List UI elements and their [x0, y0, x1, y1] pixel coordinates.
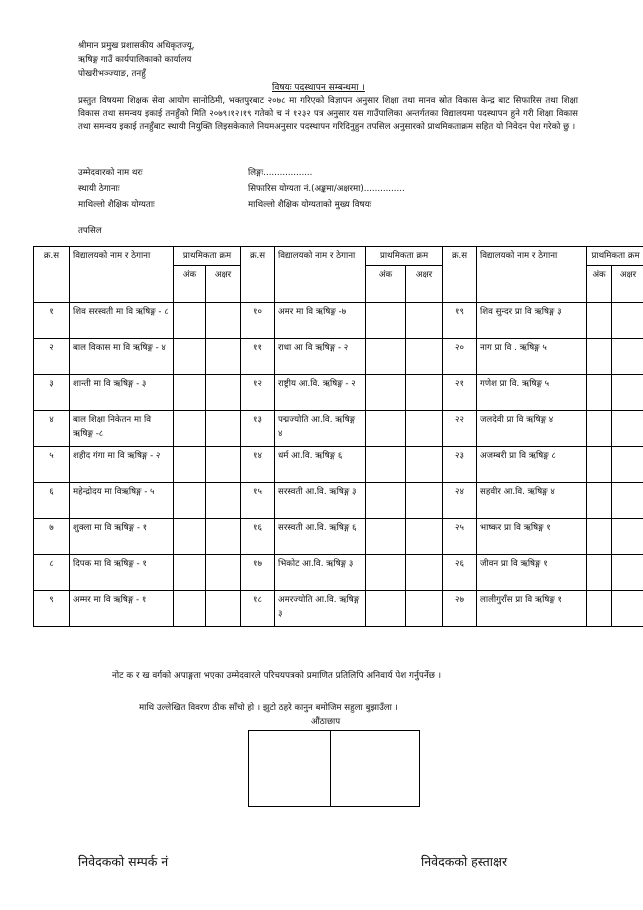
row-school-name: बाल विकास मा वि ऋषिङ्ग - ४ — [70, 339, 174, 375]
priority-word-cell[interactable] — [206, 375, 241, 411]
priority-word-cell[interactable] — [206, 411, 241, 447]
thumbprint-divider — [330, 730, 331, 807]
priority-number-cell[interactable] — [174, 303, 206, 339]
table-row — [34, 519, 643, 555]
tapsil-label: तपसिल — [78, 226, 102, 236]
priority-word-cell[interactable] — [206, 591, 241, 627]
recipient-office: ऋषिङ्ग गाउँ कार्यपालिकाको कार्यालय — [78, 55, 192, 65]
header-number-2: अंक — [366, 266, 406, 303]
priority-number-cell[interactable] — [587, 375, 612, 411]
priority-word-cell[interactable] — [406, 519, 443, 555]
priority-number-cell[interactable] — [174, 411, 206, 447]
row-serial-number: २० — [443, 339, 477, 375]
priority-word-cell[interactable] — [612, 411, 643, 447]
priority-number-cell[interactable] — [366, 339, 406, 375]
priority-word-cell[interactable] — [206, 519, 241, 555]
priority-number-cell[interactable] — [366, 375, 406, 411]
priority-number-cell[interactable] — [587, 411, 612, 447]
row-school-name: राष्ट्रीय आ.वि. ऋषिङ्ग - २ — [275, 375, 366, 411]
table-row — [34, 411, 643, 447]
row-school-name: शिव सरस्वती मा वि ऋषिङ्ग - ८ — [70, 303, 174, 339]
priority-word-cell[interactable] — [206, 303, 241, 339]
priority-number-cell[interactable] — [366, 447, 406, 483]
note-text: नोट क र ख वर्गको अपाङ्गता भएका उम्मेदवारले परिचयपत्रको प्रमाणित प्रतिलिपि अनिवार्य पेश गर्नुपर्नेछ । — [112, 671, 442, 681]
priority-number-cell[interactable] — [174, 339, 206, 375]
row-serial-number: ९ — [34, 591, 70, 627]
row-serial-number: ७ — [34, 519, 70, 555]
priority-number-cell[interactable] — [587, 303, 612, 339]
header-number-1: अंक — [174, 266, 206, 303]
recipient-title: श्रीमान प्रमुख प्रशासकीय अधिकृतज्यू, — [78, 41, 195, 51]
priority-word-cell[interactable] — [206, 555, 241, 591]
header-priority-3: प्राथमिकता क्रम — [587, 247, 643, 266]
priority-number-cell[interactable] — [366, 591, 406, 627]
priority-word-cell[interactable] — [406, 555, 443, 591]
row-serial-number: १९ — [443, 303, 477, 339]
priority-word-cell[interactable] — [612, 519, 643, 555]
thumbprint-box — [248, 730, 420, 807]
priority-word-cell[interactable] — [206, 483, 241, 519]
row-serial-number: १० — [241, 303, 275, 339]
row-school-name: बाल शिक्षा निकेतन मा वि ऋषिङ्ग -८ — [70, 411, 174, 447]
field-qualification-label: माथिल्लो शैक्षिक योग्यताः — [78, 200, 155, 210]
priority-number-cell[interactable] — [587, 591, 612, 627]
row-serial-number: ११ — [241, 339, 275, 375]
contact-number-label: निवेदकको सम्पर्क नं — [78, 854, 169, 869]
row-school-name: दिपक मा वि ऋषिङ्ग - १ — [70, 555, 174, 591]
header-sn-3: क्र.स — [443, 247, 477, 303]
priority-number-cell[interactable] — [174, 519, 206, 555]
row-school-name: गणेश प्रा वि. ऋषिङ्ग ५ — [477, 375, 587, 411]
header-sn-2: क्र.स — [241, 247, 275, 303]
row-serial-number: ८ — [34, 555, 70, 591]
header-priority-1: प्राथमिकता क्रम — [174, 247, 241, 266]
header-priority-2: प्राथमिकता क्रम — [366, 247, 443, 266]
thumbprint-label: औंठाछाप — [311, 717, 341, 727]
row-school-name: पद्मज्योति आ.वि. ऋषिङ्ग ४ — [275, 411, 366, 447]
priority-number-cell[interactable] — [174, 591, 206, 627]
declaration-text: माथि उल्लेखित विवरण ठीक साँचो हो । झुटो ठहरे कानुन बमोजिम सहुला बुझाउँला । — [139, 703, 398, 713]
row-serial-number: ४ — [34, 411, 70, 447]
priority-number-cell[interactable] — [174, 483, 206, 519]
body-paragraph: प्रस्तुत विषयमा शिक्षक सेवा आयोग सानोठिमी, भक्तपुरबाट २०७८ मा गरिएको विज्ञापन अनुसार शिक्षा तथा मानव स्रोत विकास केन्द्र बाट सिफारिस तथा शिक्षा विकास तथा समन्वय इकाई तनहुँको मिति २०७९।१२।१९ गतेको च नं १२३२ पत्र अनुसार यस गाउँपालिका अन्तर्गतका विद्यालयमा पदस्थापन हुने गरी शिक्षा विकास तथा समन्वय इकाई तनहुँबाट स्थायी नियुक्ति लिइसकेकाले नियमअनुसार पदस्थापन गरिदिनुहुन तपसिल अनुसारको प्राथमिकताक्रम सहित यो निवेदन पेश गरेको छु । — [78, 96, 578, 132]
priority-word-cell[interactable] — [406, 303, 443, 339]
field-name-label: उम्मेदवारको नाम थरः — [78, 168, 143, 178]
row-school-name: सरस्वती आ.वि. ऋषिङ्ग ६ — [275, 519, 366, 555]
row-school-name: राधा आ वि ऋषिङ्ग - २ — [275, 339, 366, 375]
priority-word-cell[interactable] — [612, 483, 643, 519]
signature-label: निवेदकको हस्ताक्षर — [421, 854, 508, 869]
subject-line: विषयः पदस्थापन सम्बन्धमा । — [272, 83, 365, 93]
table-row — [34, 303, 643, 339]
recipient-location: पोखरीभञ्ज्याङ, तनहुँ — [78, 69, 146, 79]
header-word-2: अक्षर — [406, 266, 443, 303]
row-school-name: अजम्बरी प्रा वि ऋषिङ्ग ८ — [477, 447, 587, 483]
row-serial-number: १२ — [241, 375, 275, 411]
row-serial-number: २२ — [443, 411, 477, 447]
header-school-2: विद्यालयको नाम र ठेगाना — [275, 247, 366, 303]
field-gender-label: लिङ्गः.................. — [248, 168, 313, 178]
priority-word-cell[interactable] — [406, 447, 443, 483]
row-school-name: लालीगुराँस प्रा वि ऋषिङ्ग १ — [477, 591, 587, 627]
priority-number-cell[interactable] — [587, 483, 612, 519]
header-word-3: अक्षर — [612, 266, 643, 303]
priority-number-cell[interactable] — [587, 555, 612, 591]
row-serial-number: २५ — [443, 519, 477, 555]
priority-number-cell[interactable] — [587, 339, 612, 375]
priority-number-cell[interactable] — [366, 483, 406, 519]
school-priority-table — [33, 246, 643, 627]
table-row — [34, 375, 643, 411]
row-school-name: नाग प्रा वि . ऋषिङ्ग ५ — [477, 339, 587, 375]
table-row — [34, 555, 643, 591]
row-serial-number: ५ — [34, 447, 70, 483]
priority-number-cell[interactable] — [366, 303, 406, 339]
priority-word-cell[interactable] — [406, 483, 443, 519]
priority-word-cell[interactable] — [612, 555, 643, 591]
table-row — [34, 483, 643, 519]
row-serial-number: १८ — [241, 591, 275, 627]
row-serial-number: ६ — [34, 483, 70, 519]
row-serial-number: १३ — [241, 411, 275, 447]
priority-word-cell[interactable] — [406, 591, 443, 627]
priority-number-cell[interactable] — [174, 555, 206, 591]
header-school-1: विद्यालयको नाम र ठेगाना — [70, 247, 174, 303]
priority-word-cell[interactable] — [406, 411, 443, 447]
table-row — [34, 339, 643, 375]
row-serial-number: २७ — [443, 591, 477, 627]
priority-word-cell[interactable] — [406, 339, 443, 375]
priority-word-cell[interactable] — [406, 375, 443, 411]
table-row — [34, 591, 643, 627]
header-school-3: विद्यालयको नाम र ठेगाना — [477, 247, 587, 303]
row-serial-number: २ — [34, 339, 70, 375]
row-serial-number: २४ — [443, 483, 477, 519]
table-header-row — [34, 247, 643, 266]
row-serial-number: २६ — [443, 555, 477, 591]
priority-number-cell[interactable] — [174, 375, 206, 411]
row-school-name: शुक्ला मा वि ऋषिङ्ग - १ — [70, 519, 174, 555]
row-school-name: भिकोट आ.वि. ऋषिङ्ग ३ — [275, 555, 366, 591]
row-school-name: अमर मा वि ऋषिङ्ग -७ — [275, 303, 366, 339]
row-school-name: सरस्वती आ.वि. ऋषिङ्ग ३ — [275, 483, 366, 519]
row-serial-number: १५ — [241, 483, 275, 519]
row-school-name: धर्म आ.वि. ऋषिङ्ग ६ — [275, 447, 366, 483]
row-serial-number: ३ — [34, 375, 70, 411]
row-serial-number: १ — [34, 303, 70, 339]
row-school-name: जीवन प्रा वि ऋषिङ्ग १ — [477, 555, 587, 591]
priority-number-cell[interactable] — [366, 411, 406, 447]
header-number-3: अंक — [587, 266, 612, 303]
row-school-name: शिव सुन्दर प्रा वि ऋषिङ्ग ३ — [477, 303, 587, 339]
row-school-name: महेन्द्रोदय मा विऋषिङ्ग - ५ — [70, 483, 174, 519]
row-serial-number: १७ — [241, 555, 275, 591]
priority-number-cell[interactable] — [587, 519, 612, 555]
row-serial-number: २३ — [443, 447, 477, 483]
row-school-name: अम्मर मा वि ऋषिङ्ग - १ — [70, 591, 174, 627]
field-address-label: स्थायी ठेगानाः — [78, 184, 120, 194]
priority-number-cell[interactable] — [174, 447, 206, 483]
row-school-name: शहीद गंगा मा वि ऋषिङ्ग - २ — [70, 447, 174, 483]
priority-word-cell[interactable] — [612, 591, 643, 627]
table-row — [34, 447, 643, 483]
priority-word-cell[interactable] — [612, 339, 643, 375]
field-subject-label: माथिल्लो शैक्षिक योग्यताको मुख्य विषयः — [248, 200, 372, 210]
priority-word-cell[interactable] — [206, 339, 241, 375]
row-serial-number: २१ — [443, 375, 477, 411]
row-serial-number: १४ — [241, 447, 275, 483]
field-recommendation-label: सिफारिस योग्यता नं.(अङ्कमा/अक्षरमा)............... — [248, 184, 405, 194]
priority-number-cell[interactable] — [366, 519, 406, 555]
priority-word-cell[interactable] — [612, 375, 643, 411]
header-sn-1: क्र.स — [34, 247, 70, 303]
row-school-name: भाष्कर प्रा वि ऋषिङ्ग १ — [477, 519, 587, 555]
row-school-name: शान्ती मा वि ऋषिङ्ग - ३ — [70, 375, 174, 411]
row-serial-number: १६ — [241, 519, 275, 555]
priority-word-cell[interactable] — [612, 447, 643, 483]
row-school-name: जलदेवी प्रा वि ऋषिङ्ग ४ — [477, 411, 587, 447]
priority-number-cell[interactable] — [366, 555, 406, 591]
priority-word-cell[interactable] — [612, 303, 643, 339]
priority-number-cell[interactable] — [587, 447, 612, 483]
row-school-name: सहवीर आ.वि. ऋषिङ्ग ४ — [477, 483, 587, 519]
priority-word-cell[interactable] — [206, 447, 241, 483]
header-word-1: अक्षर — [206, 266, 241, 303]
row-school-name: अमरज्योति आ.वि. ऋषिङ्ग ३ — [275, 591, 366, 627]
